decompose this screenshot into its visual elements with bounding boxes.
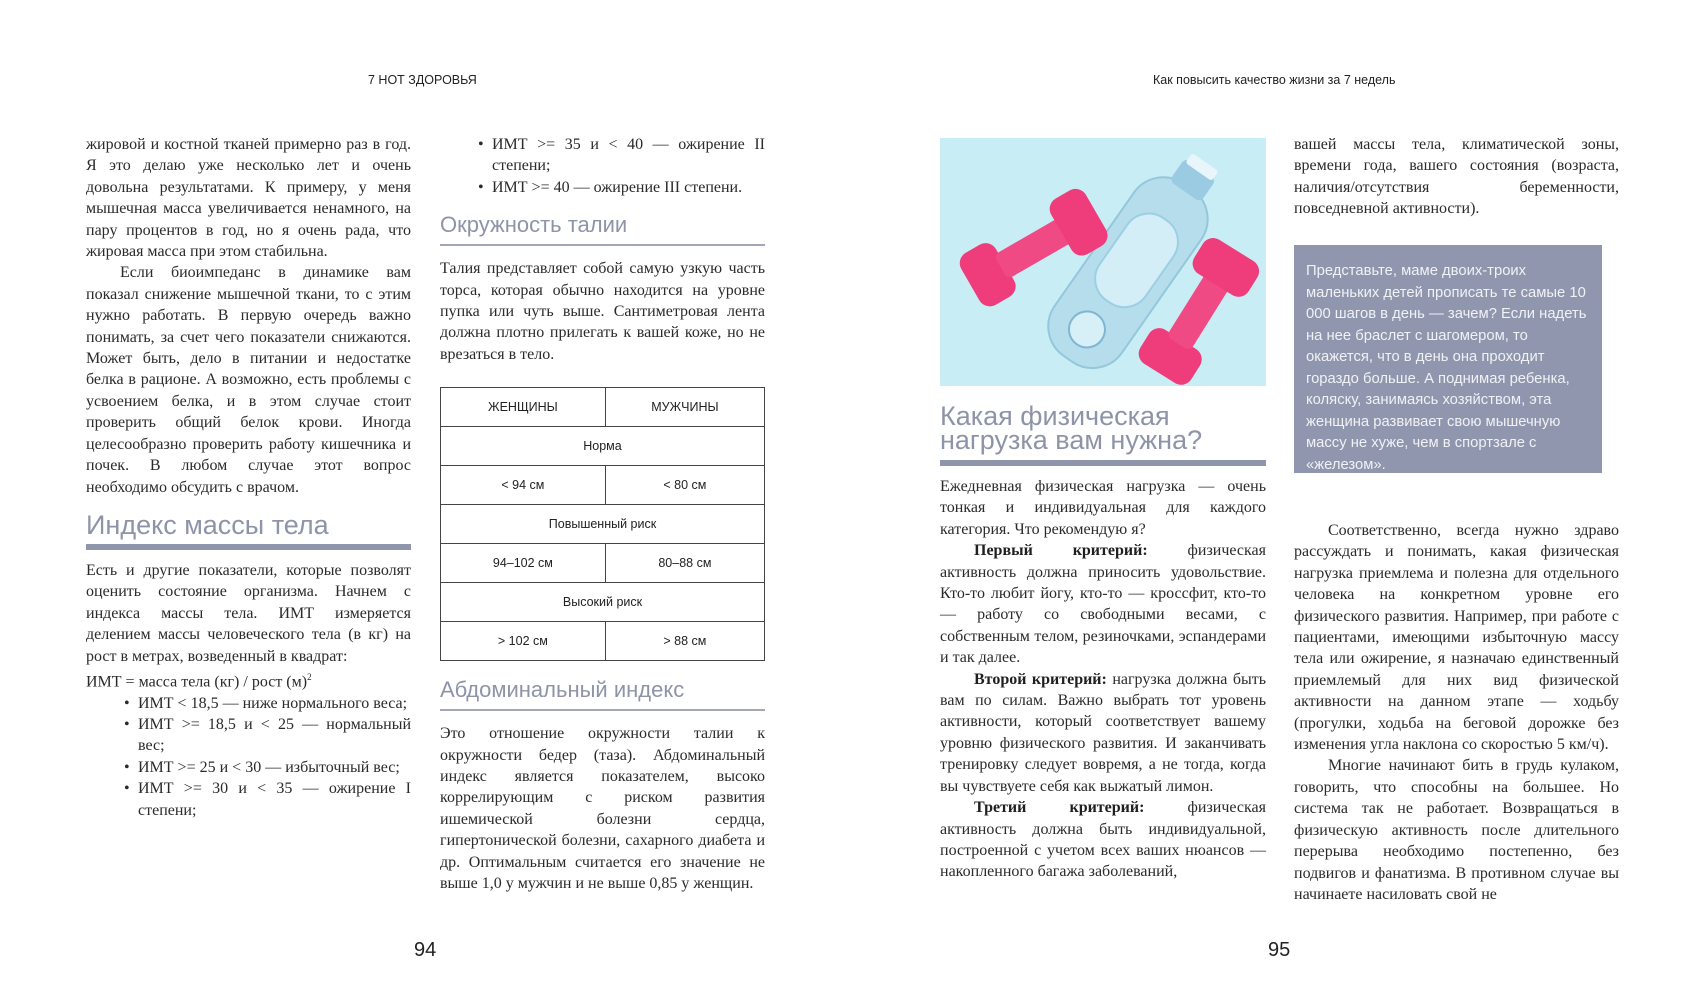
table-section-row: Высокий риск <box>441 583 765 622</box>
list-item: • ИМТ >= 25 и < 30 — избыточный вес; <box>138 757 411 778</box>
paragraph: вашей массы тела, климатической зоны, времени года, вашего состояния (возраста, наличия/отсутствия беременности, повседневной активности). <box>1294 136 1619 218</box>
table-section-row: Повышенный риск <box>441 505 765 544</box>
heading-abdominal: Абдоминальный индекс <box>440 677 685 703</box>
list-item: • ИМТ < 18,5 — ниже нормального веса; <box>138 693 411 714</box>
table-section-row: Норма <box>441 427 765 466</box>
page-number-right: 95 <box>1268 939 1291 961</box>
right-page-column-2-lower <box>1294 520 1619 905</box>
list-item: • ИМТ >= 40 — ожирение III степени. <box>492 177 765 198</box>
paragraph: Это отношение окружности талии к окружности бедер (таза). Абдоминальный индекс является показателем, высоко коррелирующим с риском развития ишемической болезни сердца, гипертонической болезни, сахарного диабета и др. Оптимальным считается его значение не выше 1,0 у мужчин и не выше 0,85 у женщин. <box>440 725 765 893</box>
bmi-list-continued <box>440 134 765 198</box>
heading-rule <box>86 544 411 550</box>
paragraph: Талия представляет собой самую узкую часть торса, которая обычно находится на уровне пупка или чуть выше. Сантиметровая лента должна плотно прилегать к вашей коже, но не врезаться в тело. <box>440 260 765 363</box>
heading-physical-load: Какая физическая нагрузка вам нужна? <box>940 401 1203 455</box>
criterion-3: Третий критерий: физическая активность должна быть индивидуальной, построенной с учетом всех ваших нюансов — накопленного багажа заболеваний, <box>940 799 1266 881</box>
criterion-2: Второй критерий: нагрузка должна быть вам по силам. Важно выбрать тот уровень активности, который соответствует вашему уровню физического развития. И заканчивать тренировку следует вовремя, а не тогда, когда вы чувствуете себя как выжатый лимон. <box>940 670 1266 795</box>
list-item: • ИМТ >= 18,5 и < 25 — нормальный вес; <box>138 714 411 757</box>
page-number-left: 94 <box>414 939 437 961</box>
heading-waist: Окружность талии <box>440 212 628 238</box>
table-header: МУЖЧИНЫ <box>605 388 764 427</box>
table-row: < 94 см < 80 см <box>441 466 765 505</box>
bmi-formula: ИМТ = масса тела (кг) / рост $(м)^2$ <box>86 671 312 691</box>
heading-rule <box>440 244 765 246</box>
paragraph: Ежедневная физическая нагрузка — очень тонкая и индивидуальная для каждого категория. Что рекомендую я? <box>940 478 1266 538</box>
table-header: ЖЕНЩИНЫ <box>441 388 606 427</box>
bmi-list <box>86 693 411 821</box>
table-row: > 102 см > 88 см <box>441 622 765 661</box>
left-page-column-1 <box>86 134 411 821</box>
heading-rule <box>940 460 1266 466</box>
left-page-column-2 <box>440 134 765 895</box>
heading-rule <box>440 709 765 711</box>
right-page-column-2 <box>1294 134 1619 220</box>
list-item: • ИМТ >= 35 и < 40 — ожирение II степени; <box>492 134 765 177</box>
paragraph: Если биоимпеданс в динамике вам показал снижение мышечной ткани, то с этим нужно работать. В первую очередь важно понимать, за счет чего показатели снижаются. Может быть, дело в питании и недостатке белка в рационе. А возможно, есть проблемы с усвоением белка, и в этом случае стоит проверить общий белок крови. Иногда целесообразно проверить работу кишечника и почек. В любом случае этот вопрос необходимо обсудить с врачом. <box>86 264 411 496</box>
heading-bmi: Индекс массы тела <box>86 509 329 540</box>
list-item: • ИМТ >= 30 и < 35 — ожирение I степени; <box>138 778 411 821</box>
criterion-1: Первый критерий: физическая активность должна приносить удовольствие. Кто-то любит йогу, кто-то — кроссфит, кто-то — работу со свободными весами, с собственным телом, резиночками, эспандерами и так далее. <box>940 542 1266 667</box>
running-head-left: 7 НОТ ЗДОРОВЬЯ <box>368 73 477 87</box>
paragraph: Соответственно, всегда нужно здраво рассуждать и понимать, какая физическая нагрузка приемлема и полезна для отдельного человека на конкретном уровне его физического развития. Например, при работе с пациентами, имеющими избыточную массу тела или ожирение, я назначаю единственный приемлемый для них вид физической активности на данном этапе — ходьбу (прогулки, ходьба на беговой дорожке без изменения угла наклона со скоростью 5 км/ч). <box>1294 522 1619 754</box>
paragraph: Есть и другие показатели, которые позволят оценить состояние организма. Начнем с индекса массы тела. ИМТ измеряется делением массы человеческого тела (в кг) на рост в метрах, возведенный в квадрат: <box>86 561 411 665</box>
paragraph: жировой и костной тканей примерно раз в год. Я это делаю уже несколько лет и очень довольна результатами. К примеру, у меня мышечная масса увеличивается ненамного, на пару процентов в год, но я очень рада, что жировая масса при этом стабильна. <box>86 136 411 261</box>
paragraph: Многие начинают бить в грудь кулаком, говорить, что способны на большее. Но система так не работает. Возвращаться в физическую активность после длительного перерыва необходимо постепенно, без подвигов и фанатизма. В противном случае вы начинаете насиловать свой не <box>1294 757 1619 903</box>
running-head-right: Как повысить качество жизни за 7 недель <box>1153 73 1396 87</box>
dumbbells-water-bottle-photo <box>940 138 1266 386</box>
dumbbells-photo-icon <box>940 138 1266 386</box>
right-page-column-1 <box>940 401 1266 883</box>
callout-box: Представьте, маме двоих-троих маленьких детей прописать те самые 10 000 шагов в день — зачем? Если надеть на нее браслет с шагомером, то окажется, что в день она проходит гораздо больше. А поднимая ребенка, коляску, занимаясь хозяйством, эта женщина развивает свою мышечную массу не хуже, чем в спортзале с «железом». <box>1294 245 1602 473</box>
table-header-row <box>441 388 765 427</box>
waist-table <box>440 387 765 661</box>
table-row: 94–102 см 80–88 см <box>441 544 765 583</box>
